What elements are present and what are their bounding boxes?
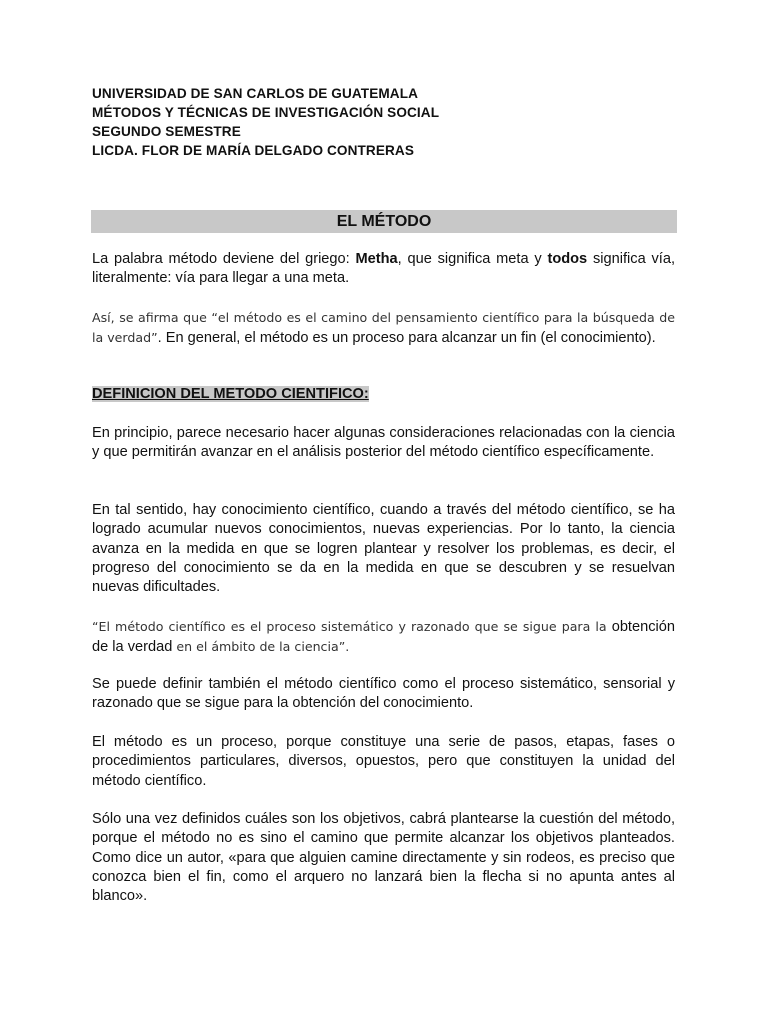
quote-text: en el ámbito de la ciencia”. xyxy=(172,639,350,655)
quote-text: Así, se afirma que “el método es el camino del pensamiento científico para la búsqueda de la verdad” xyxy=(92,310,675,346)
document-header xyxy=(92,84,439,160)
section-heading: DEFINICION DEL METODO CIENTIFICO: xyxy=(92,386,369,402)
document-title: EL MÉTODO xyxy=(91,210,677,233)
paragraph-principles: En principio, parece necesario hacer algunas consideraciones relacionadas con la ciencia y que permitirán avanzar en el análisis posterior del método científico específicamente. xyxy=(92,425,675,461)
paragraph-method-definition: Así, se afirma que “el método es el camino del pensamiento científico para la búsqueda de la verdad”. En general, el método es un proceso para alcanzar un fin (el conocimiento). xyxy=(92,310,675,347)
header-university: UNIVERSIDAD DE SAN CARLOS DE GUATEMALA xyxy=(92,86,419,101)
paragraph-objectives: Sólo una vez definidos cuáles son los objetivos, cabrá plantearse la cuestión del método, porque el método no es sino el camino que permite alcanzar los objetivos planteados. Como dice un autor, «para que alguien camine directamente y sin rodeos, es preciso que conozca bien el fin, como el arquero no lanzará bien la flecha si no apunta antes al blanco». xyxy=(92,811,675,905)
quote-text: “El método científico es el proceso sistemático y razonado que se sigue para la xyxy=(92,619,612,634)
header-semester: SEGUNDO SEMESTRE xyxy=(92,124,241,139)
paragraph-definition-also: Se puede definir también el método científico como el proceso sistemático, sensorial y razonado que se sigue para la obtención del conocimiento. xyxy=(92,676,675,712)
paragraph-scientific-method-quote: “El método científico es el proceso sistemático y razonado que se sigue para la obtención de la verdad en el ámbito de la ciencia”. xyxy=(92,619,675,656)
paragraph-etymology: La palabra método deviene del griego: Metha, que significa meta y todos significa vía, literalmente: vía para llegar a una meta. xyxy=(92,251,675,287)
header-professor: LICDA. FLOR DE MARÍA DELGADO CONTRERAS xyxy=(92,143,414,158)
paragraph-process: El método es un proceso, porque constituye una serie de pasos, etapas, fases o procedimientos particulares, diversos, opuestos, pero que constituyen la unidad del método científico. xyxy=(92,734,675,789)
paragraph-scientific-knowledge: En tal sentido, hay conocimiento científico, cuando a través del método científico, se ha logrado acumular nuevos conocimientos, nuevas experiencias. Por lo tanto, la ciencia avanza en la medida en que se logren plantear y resolver los problemas, es decir, el progreso del conocimiento se da en la medida en que se descubren y se resuelvan nuevas dificultades. xyxy=(92,502,675,596)
header-course: MÉTODOS Y TÉCNICAS DE INVESTIGACIÓN SOCIAL xyxy=(92,105,440,120)
